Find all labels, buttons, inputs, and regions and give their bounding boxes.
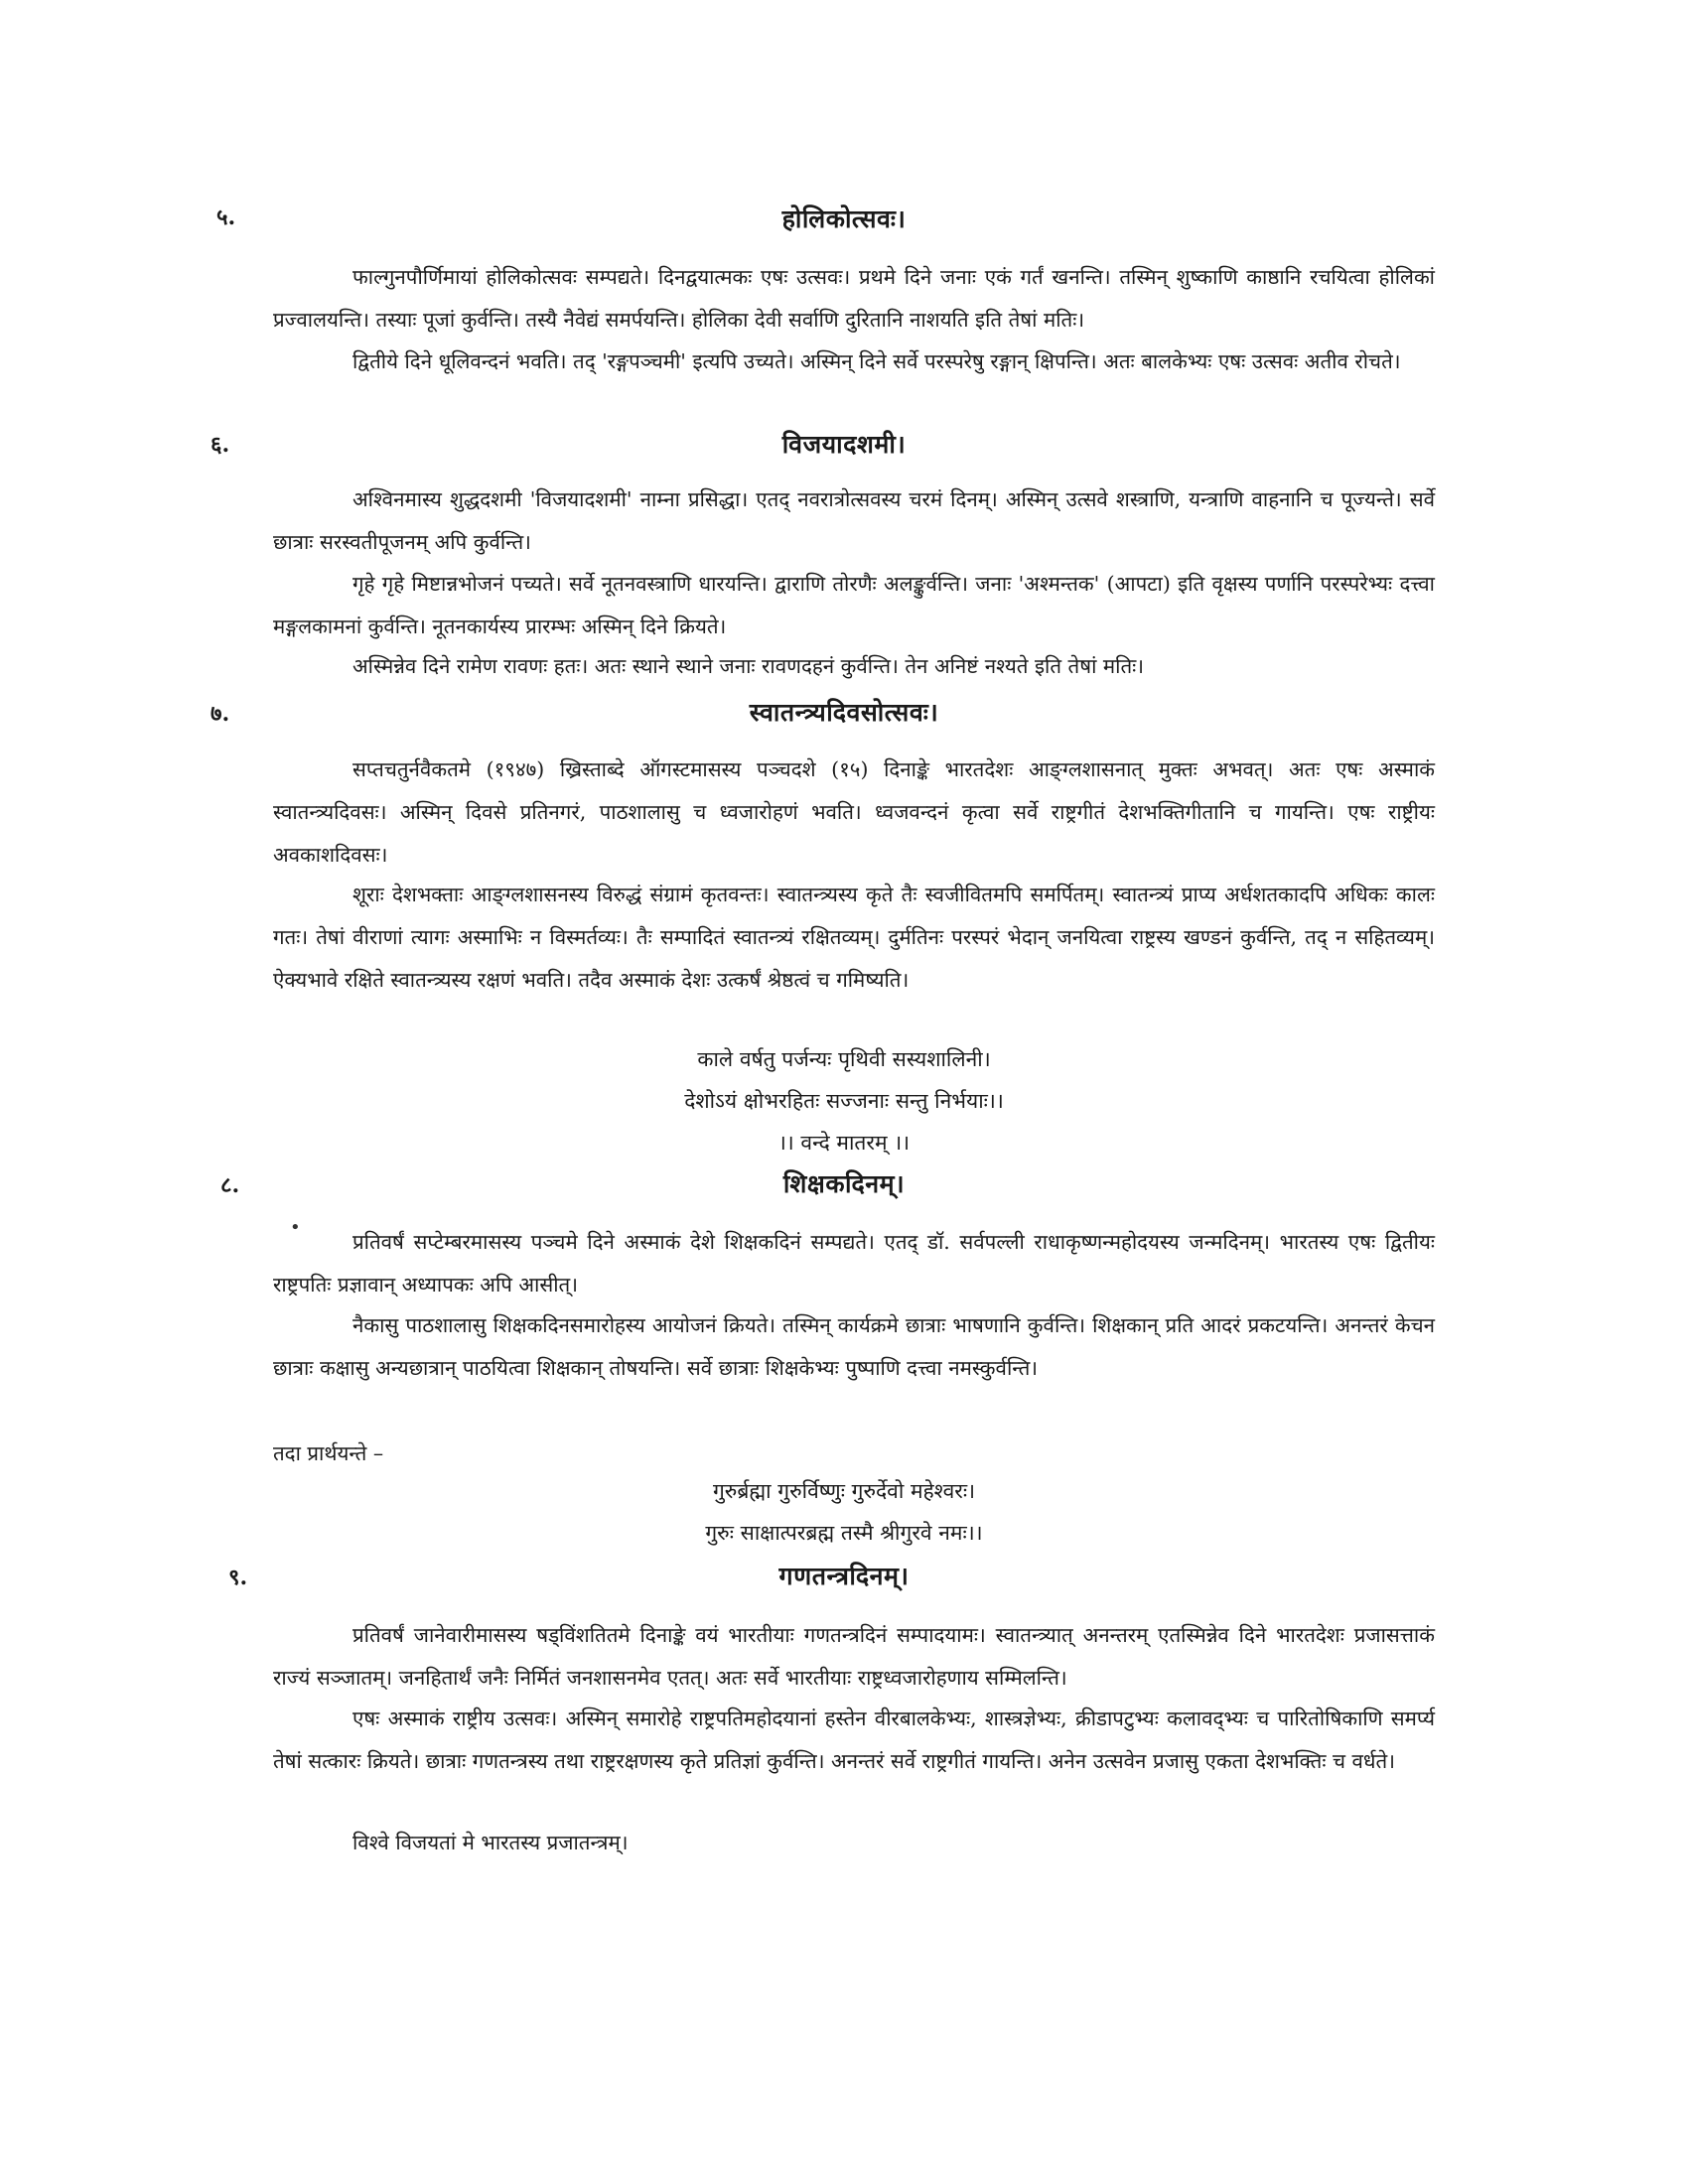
paragraph: प्रतिवर्षं सप्टेम्बरमासस्य पञ्चमे दिने अस्माकं देशे शिक्षकदिनं सम्पद्यते। एतद् डॉ. सर्वपल्ली राधाकृष्णन्महोदयस्य जन्मदिनम्। भारतस्य एषः द्वितीयः राष्ट्रपतिः प्रज्ञावान् अध्यापकः अपि आसीत्। [273,1230,1435,1297]
paragraph: गृहे गृहे मिष्टान्नभोजनं पच्यते। सर्वे नूतनवस्त्राणि धारयन्ति। द्वाराणि तोरणैः अलङ्कुर्वन्ति। जनाः 'अश्मन्तक' (आपटा) इति वृक्षस्य पर्णानि परस्परेभ्यः दत्त्वा मङ्गलकामनां कुर्वन्ति। नूतनकार्यस्य प्रारम्भः अस्मिन् दिने क्रियते। [273,572,1435,638]
section-number: ७. [211,701,230,727]
paragraph: नैकासु पाठशालासु शिक्षकदिनसमारोहस्य आयोजनं क्रियते। तस्मिन् कार्यक्रमे छात्राः भाषणानि कुर्वन्ति। शिक्षकान् प्रति आदरं प्रकटयन्ति। अनन्तरं केचन छात्राः कक्षासु अन्यछात्रान् पाठयित्वा शिक्षकान् तोषयन्ति। सर्वे छात्राः शिक्षकेभ्यः पुष्पाणि दत्त्वा नमस्कुर्वन्ति। [273,1313,1435,1380]
paragraph: शूराः देशभक्ताः आङ्ग्लशासनस्य विरुद्धं संग्रामं कृतवन्तः। स्वातन्त्र्यस्य कृते तैः स्वजीवितमपि समर्पितम्। स्वातन्त्र्यं प्राप्य अर्धशतकादपि अधिकः कालः गतः। तेषां वीराणां त्यागः अस्माभिः न विस्मर्तव्यः। तैः सम्पादितं स्वातन्त्र्यं रक्षितव्यम्। दुर्मतिनः परस्परं भेदान् जनयित्वा राष्ट्रस्य खण्डनं कुर्वन्ति, तद् न सहितव्यम्। ऐक्यभावे रक्षिते स्वातन्त्र्यस्य रक्षणं भवति। तदैव अस्माकं देशः उत्कर्षं श्रेष्ठत्वं च गमिष्यति। [273,883,1435,992]
section-number: ६. [211,432,230,458]
paragraph: विश्वे विजयतां मे भारतस्य प्रजातन्त्रम्। [352,1831,629,1854]
verse-line: गुरुः साक्षात्परब्रह्म तस्मै श्रीगुरवे नमः।। [705,1521,983,1545]
section-heading: विजयादशमी। [781,430,907,459]
section-heading: गणतन्त्रदिनम्। [778,1562,910,1590]
paragraph: सप्तचतुर्नवैकतमे (१९४७) ख्रिस्ताब्दे ऑगस्टमासस्य पञ्चदशे (१५) दिनाङ्के भारतदेशः आङ्ग्लशासनात् मुक्तः अभवत्। अतः एषः अस्माकं स्वातन्त्र्यदिवसः। अस्मिन् दिवसे प्रतिनगरं, पाठशालासु च ध्वजारोहणं भवति। ध्वजवन्दनं कृत्वा सर्वे राष्ट्रगीतं देशभक्तिगीतानि च गायन्ति। एषः राष्ट्रीयः अवकाशदिवसः। [273,757,1435,867]
section-number: ९. [228,1565,248,1590]
paragraph: द्वितीये दिने धूलिवन्दनं भवति। तद् 'रङ्गपञ्चमी' इत्यपि उच्यते। अस्मिन् दिने सर्वे परस्परेषु रङ्गान् क्षिपन्ति। अतः बालकेभ्यः एषः उत्सवः अतीव रोचते। [352,349,1401,373]
paragraph: तदा प्रार्थयन्ते – [273,1441,384,1465]
verse-line: देशोऽयं क्षोभरहितः सज्जनाः सन्तु निर्भयाः।। [684,1089,1004,1113]
section-heading: होलिकोत्सवः। [781,205,907,233]
section-heading: स्वातन्त्र्यदिवसोत्सवः। [749,698,939,727]
paragraph: प्रतिवर्षं जानेवारीमासस्य षड्विंशतितमे दिनाङ्के वयं भारतीयाः गणतन्त्रदिनं सम्पादयामः। स्वातन्त्र्यात् अनन्तरम् एतस्मिन्नेव दिने भारतदेशः प्रजासत्ताकं राज्यं सञ्जातम्। जनहितार्थं जनैः निर्मितं जनशासनमेव एतत्। अतः सर्वे भारतीयाः राष्ट्रध्वजारोहणाय सम्मिलन्ति। [273,1623,1435,1690]
section-number: ८. [220,1172,240,1198]
verse-line: काले वर्षतु पर्जन्यः पृथिवी सस्यशालिनी। [697,1047,991,1071]
paragraph: एषः अस्माकं राष्ट्रीय उत्सवः। अस्मिन् समारोहे राष्ट्रपतिमहोदयानां हस्तेन वीरबालकेभ्यः, शास्त्रज्ञेभ्यः, क्रीडापटुभ्यः कलावद्भ्यः च पारितोषिकाणि समर्प्य तेषां सत्कारः क्रियते। छात्राः गणतन्त्रस्य तथा राष्ट्ररक्षणस्य कृते प्रतिज्ञां कुर्वन्ति। अनन्तरं सर्वे राष्ट्रगीतं गायन्ति। अनेन उत्सवेन प्रजासु एकता देशभक्तिः च वर्धते। [273,1706,1435,1773]
bullet-mark: • [290,1217,301,1238]
verse-line: ।। वन्दे मातरम् ।। [777,1131,911,1155]
section-number: ५. [216,205,236,230]
paragraph: फाल्गुनपौर्णिमायां होलिकोत्सवः सम्पद्यते। दिनद्वयात्मकः एषः उत्सवः। प्रथमे दिने जनाः एकं गर्तं खनन्ति। तस्मिन् शुष्काणि काष्ठानि रचयित्वा होलिकां प्रज्वालयन्ति। तस्याः पूजां कुर्वन्ति। तस्यै नैवेद्यं समर्पयन्ति। होलिका देवी सर्वाणि दुरितानि नाशयति इति तेषां मतिः। [273,265,1435,332]
section-heading: शिक्षकदिनम्। [782,1169,906,1198]
paragraph: अस्मिन्नेव दिने रामेण रावणः हतः। अतः स्थाने स्थाने जनाः रावणदहनं कुर्वन्ति। तेन अनिष्टं नश्यते इति तेषां मतिः। [352,654,1145,678]
verse-line: गुरुर्ब्रह्मा गुरुर्विष्णुः गुरुर्देवो महेश्वरः। [712,1479,976,1503]
paragraph: अश्विनमास्य शुद्धदशमी 'विजयादशमी' नाम्ना प्रसिद्धा। एतद् नवरात्रोत्सवस्य चरमं दिनम्। अस्मिन् उत्सवे शस्त्राणि, यन्त्राणि वाहनानि च पूज्यन्ते। सर्वे छात्राः सरस्वतीपूजनम् अपि कुर्वन्ति। [273,487,1435,554]
